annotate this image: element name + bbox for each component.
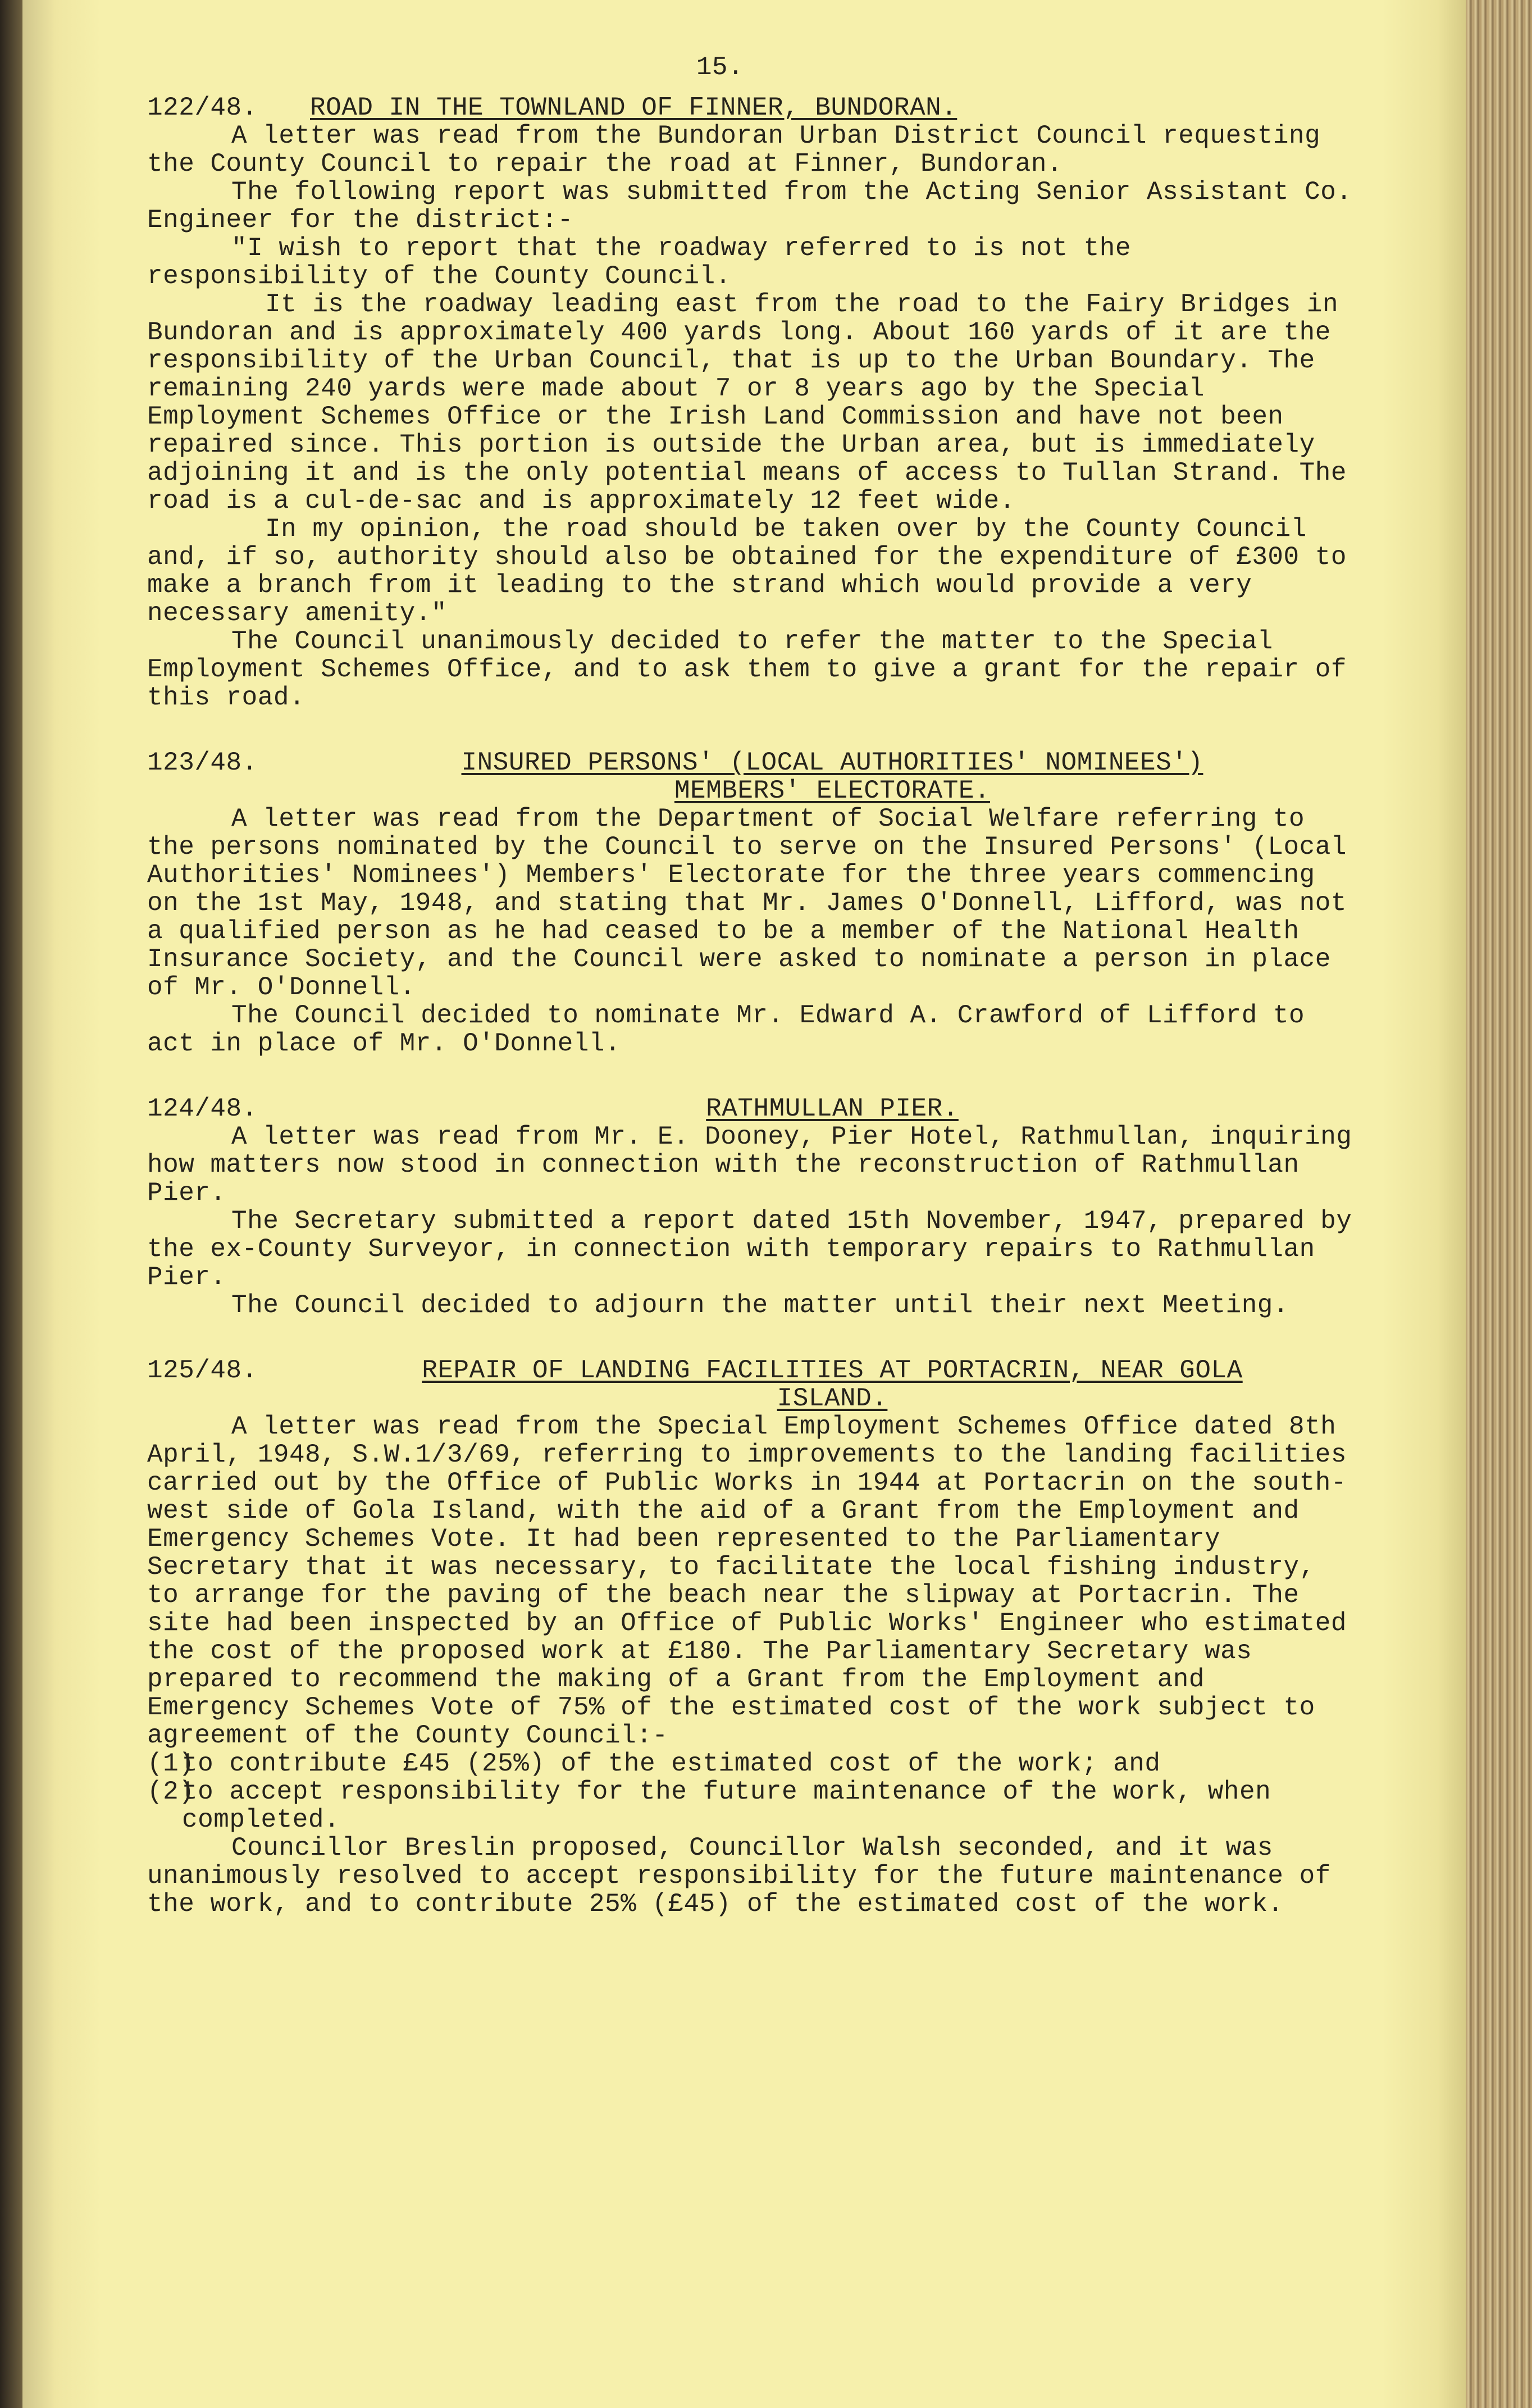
paragraph: The Secretary submitted a report dated 15th November, 1947, prepared by the ex-County Surveyor, in connection with temporary repairs to Rathmullan Pier. xyxy=(147,1207,1352,1292)
minute-title-line: MEMBERS' ELECTORATE. xyxy=(674,776,991,805)
minute-number: 124/48. xyxy=(147,1094,258,1123)
minute-title xyxy=(310,1357,1355,1413)
paragraph: The Council decided to adjourn the matter until their next Meeting. xyxy=(231,1291,1289,1320)
paragraph: The following report was submitted from the Acting Senior Assistant Co. Engineer for the district:- xyxy=(147,177,1352,235)
paragraph: Councillor Breslin proposed, Councillor Walsh seconded, and it was unanimously resolved to accept responsibility for the future maintenance of the work, and to contribute 25% (£45) of the estimated cost of the work. xyxy=(147,1833,1331,1919)
paragraph: A letter was read from the Special Employment Schemes Office dated 8th April, 1948, S.W.1/3/69, referring to improvements to the landing facilities carried out by the Office of Public Works in 1944 at Portacrin on the south-west side of Gola Island, with the aid of a Grant from the Employment and Emergency Schemes Vote. It had been represented to the Parliamentary Secretary that it was necessary, to facilitate the local fishing industry, to arrange for the paving of the beach near the slipway at Portacrin. The site had been inspected by an Office of Public Works' Engineer who estimated the cost of the proposed work at £180. The Parliamentary Secretary was prepared to recommend the making of a Grant from the Employment and Emergency Schemes Vote of 75% of the estimated cost of the work subject to agreement of the County Council:- xyxy=(147,1412,1347,1750)
minute-heading xyxy=(147,1095,1355,1123)
minute-124 xyxy=(147,1095,1355,1319)
page-edges xyxy=(1466,0,1532,2408)
minute-number: 123/48. xyxy=(147,748,258,777)
minute-title: ROAD IN THE TOWNLAND OF FINNER, BUNDORAN. xyxy=(310,93,957,122)
page-content xyxy=(147,53,1355,1955)
list-item xyxy=(147,1778,1355,1834)
list-text: to contribute £45 (25%) of the estimated cost of the work; and xyxy=(182,1749,1161,1778)
minute-122 xyxy=(147,94,1355,712)
minute-125 xyxy=(147,1357,1355,1918)
minute-123 xyxy=(147,749,1355,1058)
paragraph: "I wish to report that the roadway referred to is not the responsibility of the County Council. xyxy=(147,234,1131,291)
paragraph: The Council unanimously decided to refer the matter to the Special Employment Schemes Office, and to ask them to give a grant for the repair of this road. xyxy=(147,627,1347,712)
paragraph: In my opinion, the road should be taken over by the County Council and, if so, authority should also be obtained for the expenditure of £300 to make a branch from it leading to the strand which would provide a very necessary amenity." xyxy=(147,515,1347,628)
minute-title-line: REPAIR OF LANDING FACILITIES AT PORTACRIN, NEAR GOLA xyxy=(422,1356,1243,1385)
book-binding xyxy=(0,0,22,2408)
minute-title xyxy=(310,749,1355,805)
paragraph: A letter was read from the Department of Social Welfare referring to the persons nominated by the Council to serve on the Insured Persons' (Local Authorities' Nominees') Members' Electorate for the three years commencing on the 1st May, 1948, and stating that Mr. James O'Donnell, Lifford, was not a qualified person as he had ceased to be a member of the National Health Insurance Society, and the Council were asked to nominate a person in place of Mr. O'Donnell. xyxy=(147,804,1347,1002)
list-number: (1) xyxy=(147,1749,195,1778)
minute-heading xyxy=(147,94,1355,122)
minute-number: 122/48. xyxy=(147,93,258,122)
minute-title-line: INSURED PERSONS' (LOCAL AUTHORITIES' NOMINEES') xyxy=(461,748,1203,777)
minute-number: 125/48. xyxy=(147,1356,258,1385)
minute-title-line: ISLAND. xyxy=(777,1384,888,1413)
list-item xyxy=(147,1750,1355,1778)
page-number: 15. xyxy=(696,53,744,82)
paragraph: It is the roadway leading east from the road to the Fairy Bridges in Bundoran and is approximately 400 yards long. About 160 yards of it are the responsibility of the Urban Council, that is up to the Urban Boundary. The remaining 240 yards were made about 7 or 8 years ago by the Special Employment Schemes Office or the Irish Land Commission and have not been repaired since. This portion is outside the Urban area, but is immediately adjoining it and is the only potential means of access to Tullan Strand. The road is a cul-de-sac and is approximately 12 feet wide. xyxy=(147,290,1347,516)
paragraph: The Council decided to nominate Mr. Edward A. Crawford of Lifford to act in place of Mr. O'Donnell. xyxy=(147,1001,1305,1058)
list-number: (2) xyxy=(147,1777,195,1806)
paragraph: A letter was read from the Bundoran Urban District Council requesting the County Council to repair the road at Finner, Bundoran. xyxy=(147,121,1321,179)
minute-title xyxy=(310,1095,1355,1123)
minute-title-line: RATHMULLAN PIER. xyxy=(706,1094,959,1123)
list-text: to accept responsibility for the future maintenance of the work, when completed. xyxy=(182,1777,1271,1835)
minute-heading xyxy=(147,749,1355,805)
paragraph: A letter was read from Mr. E. Dooney, Pier Hotel, Rathmullan, inquiring how matters now stood in connection with the reconstruction of Rathmullan Pier. xyxy=(147,1122,1352,1208)
minute-heading xyxy=(147,1357,1355,1413)
